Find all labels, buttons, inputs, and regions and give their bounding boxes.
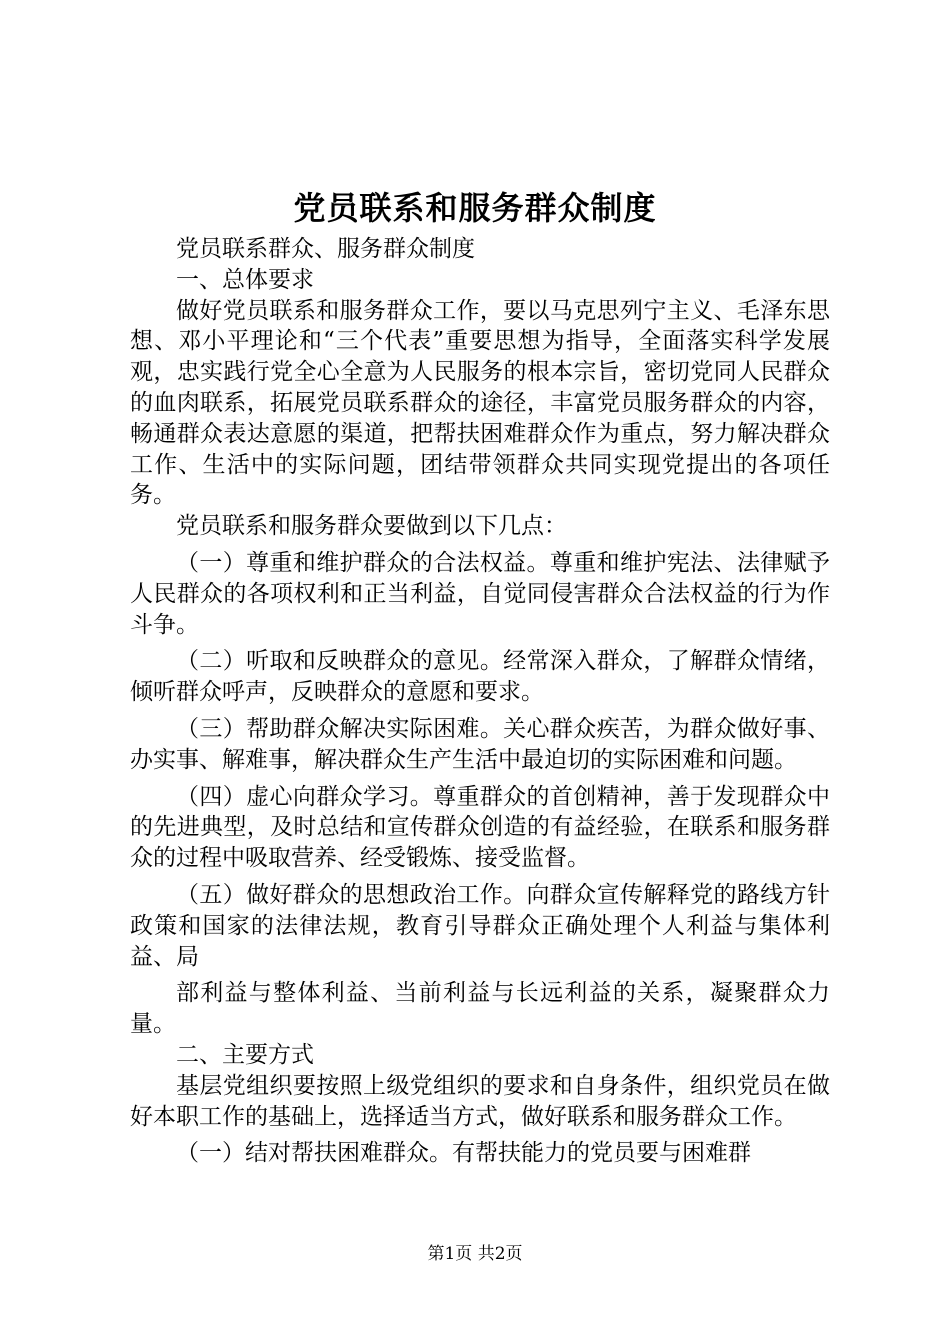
page-footer: 第1页 共2页 xyxy=(427,1244,523,1264)
list-item-2: （二）听取和反映群众的意见。经常深入群众，了解群众情绪，倾听群众呼声，反映群众的意愿和要求。 xyxy=(130,648,830,706)
section-heading-2: 二、主要方式 xyxy=(176,1041,314,1068)
paragraph: 党员联系和服务群众要做到以下几点： xyxy=(176,513,567,540)
list-item-4: （四）虚心向群众学习。尊重群众的首创精神，善于发现群众中的先进典型，及时总结和宣传群众创造的有益经验，在联系和服务群众的过程中吸取营养、经受锻炼、接受监督。 xyxy=(130,783,830,872)
page-title: 党员联系和服务群众制度 xyxy=(293,189,657,227)
section-heading-1: 一、总体要求 xyxy=(176,266,314,293)
document-body xyxy=(130,234,830,1169)
list-item-1: （一）结对帮扶困难群众。有帮扶能力的党员要与困难群 xyxy=(176,1140,751,1167)
subtitle-paragraph: 党员联系群众、服务群众制度 xyxy=(176,236,475,262)
paragraph: 做好党员联系和服务群众工作，要以马克思列宁主义、毛泽东思想、邓小平理论和“三个代表”重要思想为指导，全面落实科学发展观，忠实践行党全心全意为人民服务的根本宗旨，密切党同人民群众的血肉联系，拓展党员联系群众的途径，丰富党员服务群众的内容，畅通群众表达意愿的渠道，把帮扶困难群众作为重点，努力解决群众工作、生活中的实际问题，团结带领群众共同实现党提出的各项任务。 xyxy=(130,297,830,509)
paragraph-continuation: 部利益与整体利益、当前利益与长远利益的关系，凝聚群众力量。 xyxy=(130,980,830,1038)
paragraph: 基层党组织要按照上级党组织的要求和自身条件，组织党员在做好本职工作的基础上，选择适当方式，做好联系和服务群众工作。 xyxy=(130,1072,830,1130)
list-item-3: （三）帮助群众解决实际困难。关心群众疾苦，为群众做好事、办实事、解难事，解决群众生产生活中最迫切的实际困难和问题。 xyxy=(130,715,830,773)
list-item-5: （五）做好群众的思想政治工作。向群众宣传解释党的路线方针政策和国家的法律法规，教育引导群众正确处理个人利益与集体利益、局 xyxy=(130,881,830,970)
list-item-1: （一）尊重和维护群众的合法权益。尊重和维护宪法、法律赋予人民群众的各项权利和正当利益，自觉同侵害群众合法权益的行为作斗争。 xyxy=(130,549,830,638)
